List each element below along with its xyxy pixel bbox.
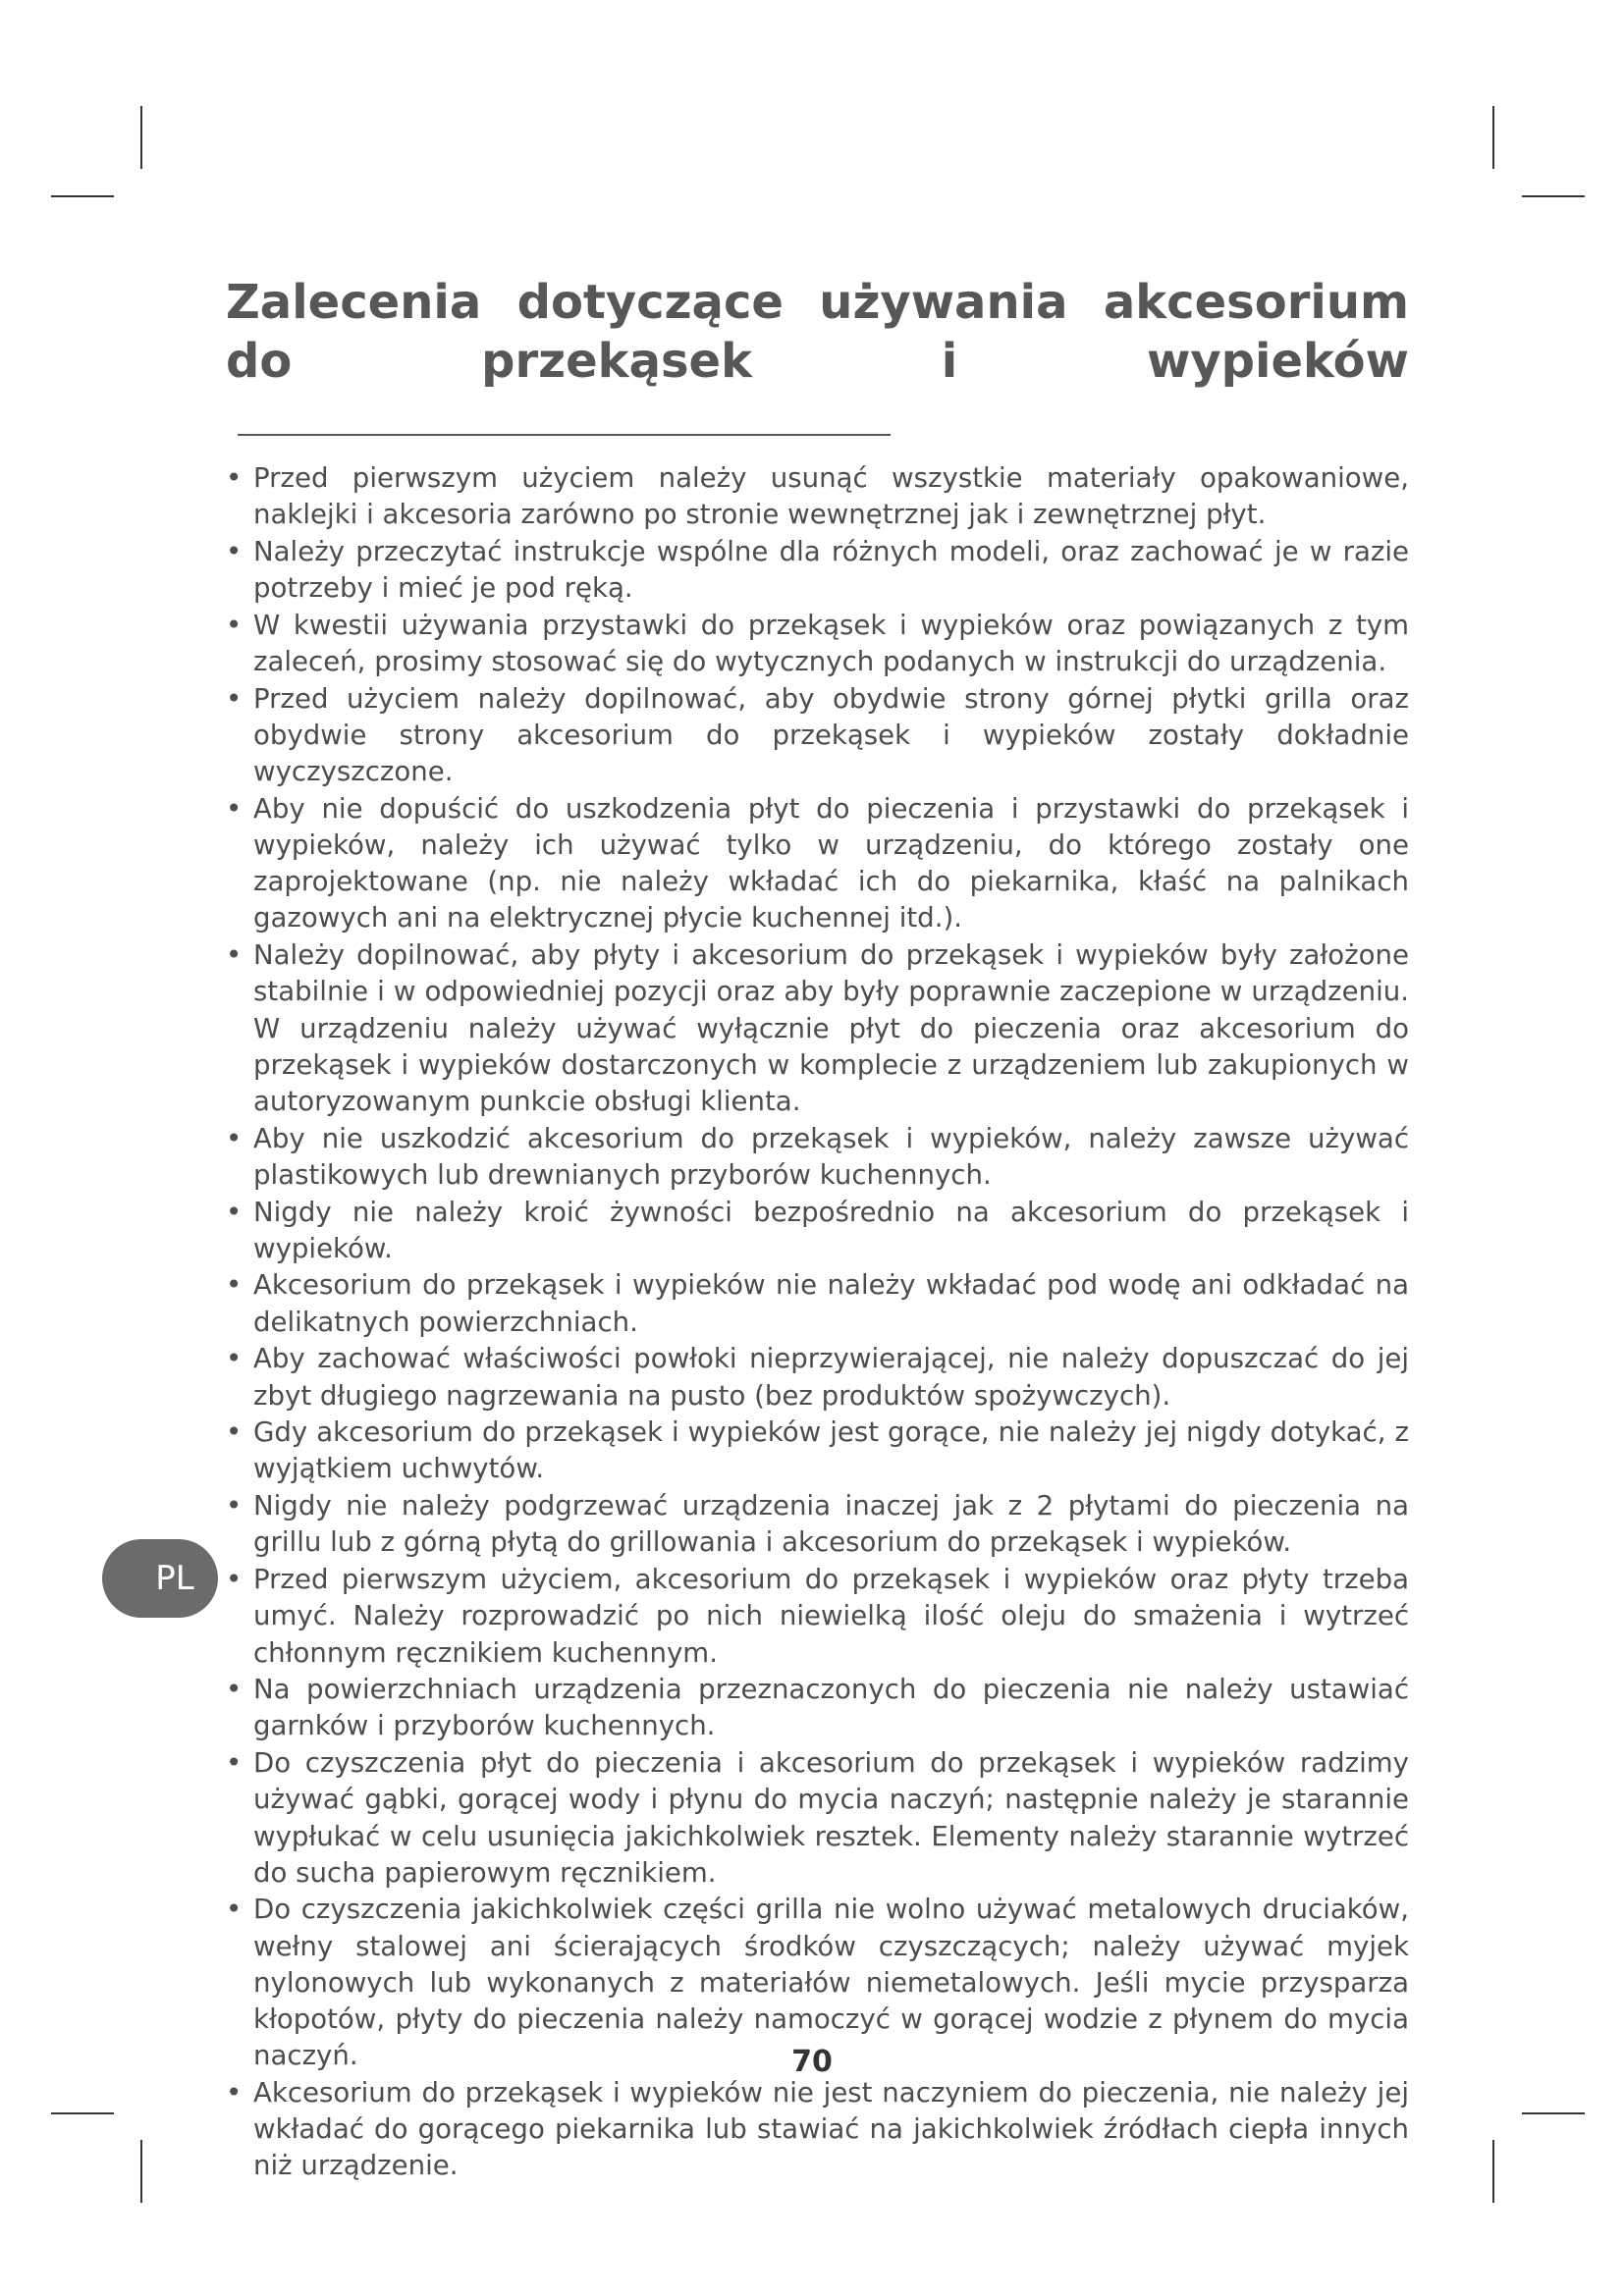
list-item: • Akcesorium do przekąsek i wypieków nie jest naczyniem do pieczenia, nie należy jej wkładać do gorącego piekarnika lub stawiać na jakichkolwiek źródłach ciepła innych niż urządzenie. (226, 2074, 1409, 2184)
list-item: • W kwestii używania przystawki do przekąsek i wypieków oraz powiązanych z tym zaleceń, prosimy stosować się do wytycznych podanych w instrukcji do urządzenia. (226, 607, 1409, 679)
list-item: • Aby nie uszkodzić akcesorium do przekąsek i wypieków, należy zawsze używać plastikowych lub drewnianych przyborów kuchennych. (226, 1120, 1409, 1193)
page-title (226, 273, 1409, 450)
crop-mark (1522, 2112, 1585, 2114)
list-item: • Gdy akcesorium do przekąsek i wypieków jest gorące, nie należy jej nigdy dotykać, z wyjątkiem uchwytów. (226, 1414, 1409, 1486)
list-item: • Na powierzchniach urządzenia przeznaczonych do pieczenia nie należy ustawiać garnków i przyborów kuchennych. (226, 1671, 1409, 1743)
crop-mark (140, 106, 142, 169)
crop-mark (1522, 195, 1585, 197)
crop-mark (51, 195, 114, 197)
crop-mark (1492, 2140, 1494, 2203)
list-item: • Do czyszczenia jakichkolwiek części grilla nie wolno używać metalowych druciaków, wełny stalowej ani ścierających środków czyszczących; należy używać myjek nylonowych lub wykonanych z materiałów niemetalowych. Jeśli mycie przysparza kłopotów, płyty do pieczenia należy namoczyć w gorącej wodzie z płynem do mycia naczyń. (226, 1891, 1409, 2073)
list-item: • Aby zachować właściwości powłoki nieprzywierającej, nie należy dopuszczać do jej zbyt długiego nagrzewania na pusto (bez produktów spożywczych). (226, 1340, 1409, 1413)
page-content (226, 273, 1409, 2184)
language-tab-label: PL (155, 1559, 194, 1598)
page-title-text: Zalecenia dotyczące używania akcesorium do przekąsek i wypieków (226, 275, 1409, 389)
list-item: • Należy dopilnować, aby płyty i akcesorium do przekąsek i wypieków były założone stabilnie i w odpowiedniej pozycji oraz aby były poprawnie zaczepione w urządzeniu. W urządzeniu należy używać wyłącznie płyt do pieczenia oraz akcesorium do przekąsek i wypieków dostarczonych w komplecie z urządzeniem lub zakupionych w autoryzowanym punkcie obsługi klienta. (226, 936, 1409, 1119)
list-item: • Przed pierwszym użyciem należy usunąć wszystkie materiały opakowaniowe, naklejki i akcesoria zarówno po stronie wewnętrznej jak i zewnętrznej płyt. (226, 459, 1409, 532)
list-item: • Przed pierwszym użyciem, akcesorium do przekąsek i wypieków oraz płyty trzeba umyć. Należy rozprowadzić po nich niewielką ilość oleju do smażenia i wytrzeć chłonnym ręcznikiem kuchennym. (226, 1561, 1409, 1671)
list-item: • Nigdy nie należy podgrzewać urządzenia inaczej jak z 2 płytami do pieczenia na grillu lub z górną płytą do grillowania i akcesorium do przekąsek i wypieków. (226, 1487, 1409, 1560)
list-item: • Należy przeczytać instrukcje wspólne dla różnych modeli, oraz zachować je w razie potrzeby i mieć je pod ręką. (226, 533, 1409, 606)
crop-mark (140, 2140, 142, 2203)
recommendations-list (226, 459, 1409, 2184)
language-tab (102, 1539, 218, 1618)
list-item: • Nigdy nie należy kroić żywności bezpośrednio na akcesorium do przekąsek i wypieków. (226, 1194, 1409, 1266)
list-item: • Aby nie dopuścić do uszkodzenia płyt do pieczenia i przystawki do przekąsek i wypieków, należy ich używać tylko w urządzeniu, do którego zostały one zaprojektowane (np. nie należy wkładać ich do piekarnika, kłaść na palnikach gazowych ani na elektrycznej płycie kuchennej itd.). (226, 790, 1409, 936)
list-item: • Akcesorium do przekąsek i wypieków nie należy wkładać pod wodę ani odkładać na delikatnych powierzchniach. (226, 1266, 1409, 1339)
crop-mark (51, 2112, 114, 2114)
title-underline (238, 434, 891, 436)
list-item: • Do czyszczenia płyt do pieczenia i akcesorium do przekąsek i wypieków radzimy używać gąbki, gorącej wody i płynu do mycia naczyń; następnie należy je starannie wypłukać w celu usunięcia jakichkolwiek resztek. Elementy należy starannie wytrzeć do sucha papierowym ręcznikiem. (226, 1744, 1409, 1891)
page-number: 70 (791, 2045, 833, 2079)
list-item: • Przed użyciem należy dopilnować, aby obydwie strony górnej płytki grilla oraz obydwie strony akcesorium do przekąsek i wypieków zostały dokładnie wyczyszczone. (226, 680, 1409, 790)
crop-mark (1492, 106, 1494, 169)
